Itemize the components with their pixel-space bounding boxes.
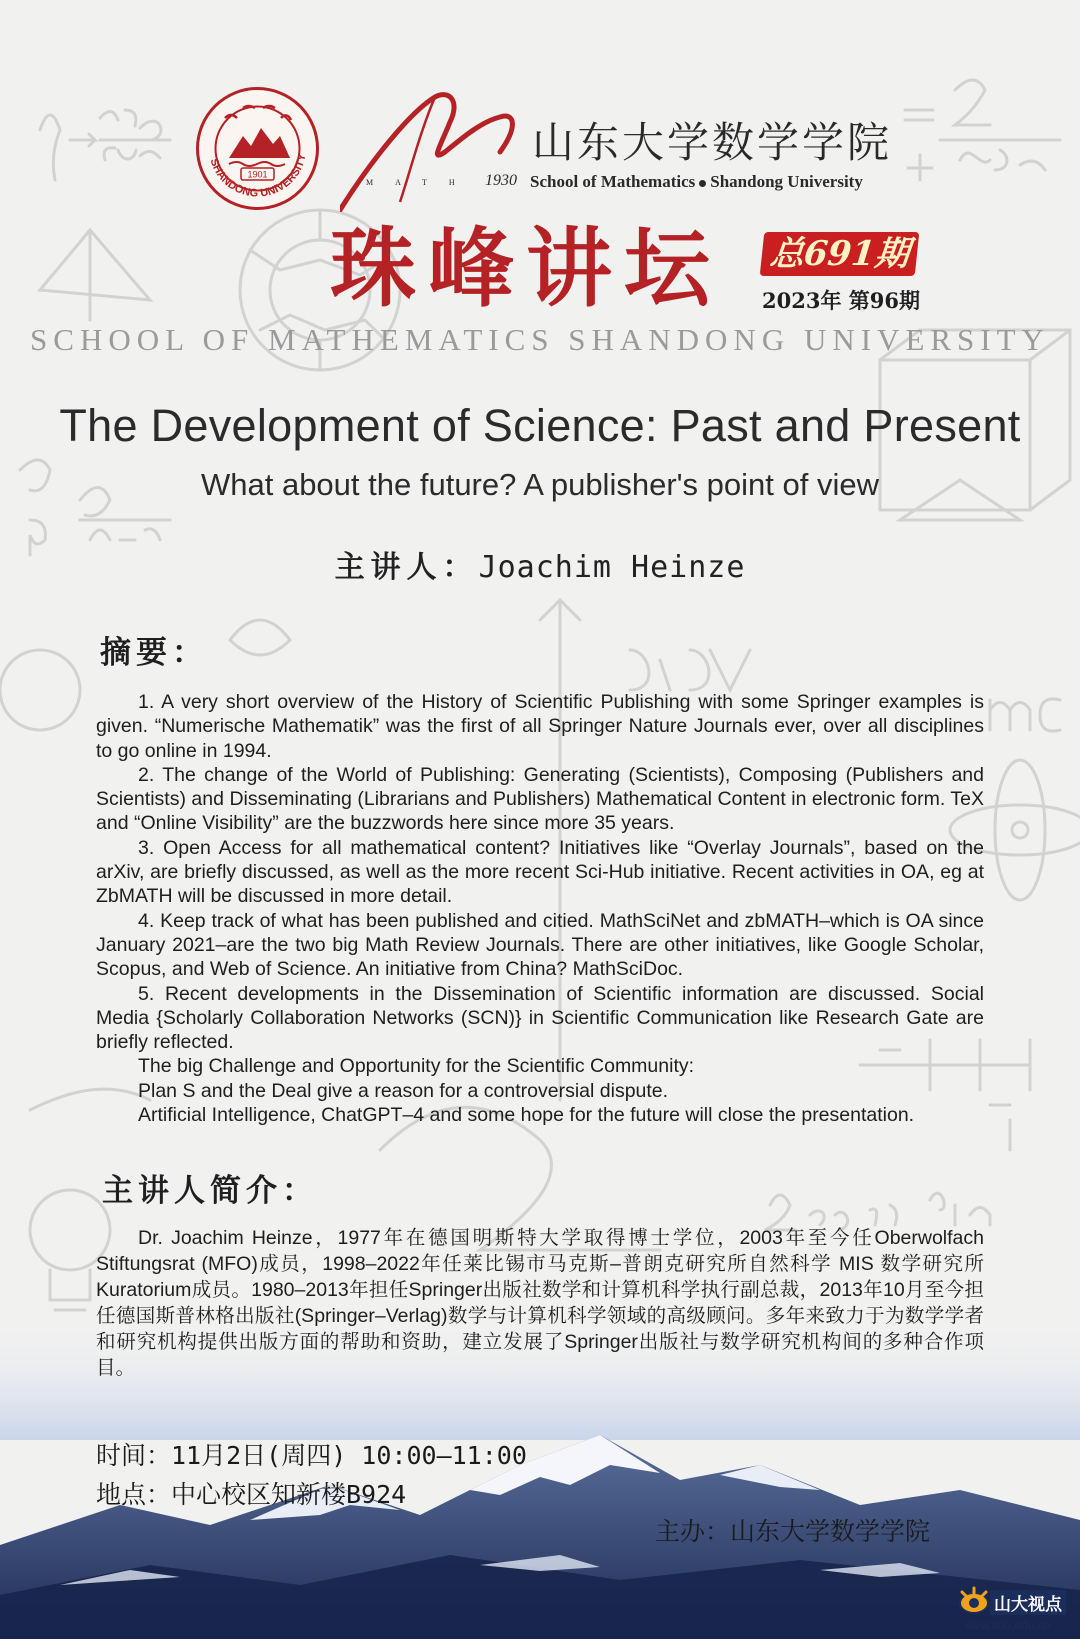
seal-ring-text: SHANDONG UNIVERSITY — [207, 152, 309, 200]
event-location: 地点：中心校区知新楼B924 — [96, 1480, 407, 1509]
math-school-logo — [340, 92, 530, 212]
speaker-bio-heading: 主讲人简介： — [102, 1173, 318, 1209]
abstract-paragraph: 2. The change of the World of Publishing: Generating (Scientists), Composing (Publishers and Scientists) and Disseminating (Librarians and Publishers) Mathematical Content in electronic form. TeX and “Online Visibility” are the buzzwords here since more 35 years. — [96, 763, 984, 835]
speaker-row — [0, 542, 1080, 586]
abstract-paragraph: 3. Open Access for all mathematical content? Initiatives like “Overlay Journals”, based on the arXiv, are briefly discussed, as well as the more recent Sci-Hub initiative. Recent activities in OA, eg at ZbMATH will be discussed in more detail. — [96, 836, 984, 908]
abstract-heading: 摘要： — [100, 635, 208, 671]
abstract-paragraph: 4. Keep track of what has been published and citied. MathSciNet and zbMATH–which is OA since January 2021–are the two big Math Review Journals. There are other initiatives, like Google Scholar, Scopus, and Web of Science. An initiative from China? MathSciDoc. — [96, 909, 984, 981]
abstract-closing-line: Artificial Intelligence, ChatGPT–4 and some hope for the future will close the presentation. — [138, 1104, 915, 1127]
issue-year-number: 2023年 第96期 — [762, 288, 920, 313]
sdu-view-logo-icon — [956, 1586, 992, 1616]
forum-title: 珠峰讲坛 — [330, 218, 722, 319]
abstract-paragraph: 1. A very short overview of the History of Scientific Publishing with some Springer examples is given. “Numerische Mathematik” was the first of all Springer Nature Journals ever, over all disciplines to go online in 1994. — [96, 691, 984, 762]
event-organizer: 主办：山东大学数学学院 — [655, 1517, 931, 1546]
math-logo-label: MATH — [366, 178, 477, 187]
math-founding-year: 1930 — [485, 172, 517, 189]
seal-year-text: 1901 — [247, 169, 268, 180]
abstract-paragraph: 5. Recent developments in the Dissemination of Scientific information are discussed. Social Media {Scholarly Collaboration Networks (SCN)} in Scientific Communication like Research Gate are briefly reflected. — [96, 982, 984, 1054]
speaker-label: 主讲人： — [334, 550, 479, 585]
abstract-body — [96, 690, 984, 1127]
school-watermark-band: SCHOOL OF MATHEMATICS SHANDONG UNIVERSITY — [30, 322, 1050, 357]
event-time: 时间：11月2日(周四) 10:00–11:00 — [96, 1441, 527, 1470]
talk-subtitle: What about the future? A publisher's point of view — [200, 467, 879, 502]
school-name-english-left: School of Mathematics — [530, 172, 696, 191]
talk-title: The Development of Science: Past and Present — [59, 400, 1021, 451]
speaker-name: Joachim Heinze — [478, 550, 746, 585]
abstract-closing-line: Plan S and the Deal give a reason for a controversial dispute. — [138, 1079, 669, 1102]
site-watermark-url: view.sdu.edu.cn — [965, 1618, 1051, 1632]
bullet-dot-icon — [699, 180, 706, 187]
speaker-bio-text: Dr. Joachim Heinze，1977年在德国明斯特大学取得博士学位，2003年至今任Oberwolfach Stiftungsrat (MFO)成员，1998–2022年任莱比锡市马克斯–普朗克研究所自然科学 MIS 数学研究所Kuratorium成员。1980–2013年担任Springer出版社数学和计算机科学执行副总裁，2013年10月至今担任德国斯普林格出版社(Springer–Verlag)数学与计算机科学领域的高级顾问。多年来致力于为数学学者和研究机构提供出版方面的帮助和资助，建立发展了Springer出版社与数学研究机构间的多种合作项目。 — [96, 1227, 984, 1379]
site-watermark-name: 山大视点 — [990, 1590, 1066, 1615]
abstract-closing-line: The big Challenge and Opportunity for the Scientific Community: — [138, 1055, 695, 1078]
school-name-english — [530, 172, 863, 192]
school-name-english-right: Shandong University — [710, 172, 863, 191]
issue-number-badge: 总691期 — [760, 232, 920, 276]
school-name-chinese: 山东大学数学学院 — [532, 118, 893, 167]
university-seal-logo — [195, 86, 320, 211]
